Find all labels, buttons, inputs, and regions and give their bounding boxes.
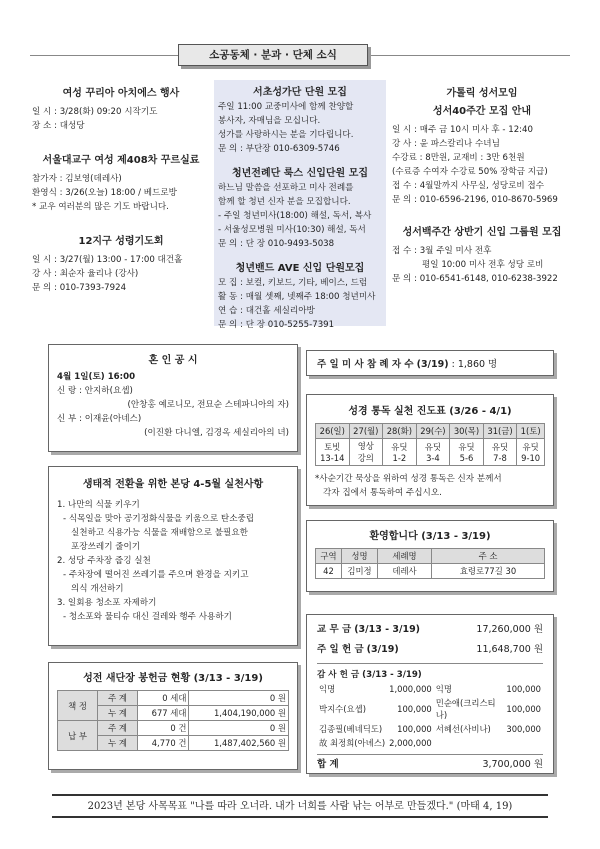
table-row [317,682,543,696]
finance-label: 교 무 금 [317,624,352,635]
welcome-table [315,548,545,579]
table-cell: 데레사 [378,564,432,579]
table-cell: 4,770 건 [138,736,189,751]
table-header-row [316,424,545,439]
reading-book: 유딧 [522,442,539,452]
text-line: 문 의 : 부단장 010-6309-5746 [218,144,340,154]
table-cell: 누 계 [98,706,138,721]
wedding-title: 혼 인 공 시 [148,355,198,366]
donor-amount [504,736,543,750]
finance-value: 17,260,000 원 [476,624,543,635]
table-row [58,721,289,736]
groom: 신 랑 : 안지하(요셉) [57,386,133,396]
table-cell: 1,487,402,560 원 [189,736,289,751]
finance-period: (3/19) [366,644,399,655]
table-cell: 31(금) [483,424,517,439]
text-line: * 교우 여러분의 많은 기도 바랍니다. [32,202,169,212]
section-title: 서울대교구 여성 제408차 꾸르실료 [42,155,200,166]
text-line: 환영식 : 3/26(오늘) 18:00 / 베드로방 [32,188,177,198]
bible-reading-box [306,394,554,506]
bride-parents: (이진환 다니엘, 김경옥 세실리아의 녀) [144,428,289,438]
table-cell: 27(월) [349,424,383,439]
text-line: - 주차장에 떨어진 쓰레기를 주으며 환경을 지키고 [63,570,249,580]
donor-name: 故 최정희(아녜스) [319,738,386,748]
table-header-row [316,549,545,564]
text-line: 문 의 : 010-6541-6148, 010-6238-3922 [392,274,558,284]
eco-box [48,466,298,646]
text-line: 활 동 : 매월 셋째, 넷째주 18:00 청년미사 [218,292,376,302]
reading-chapter: 13-14 [320,453,345,463]
table-cell: 김미정 [342,564,378,579]
text-line: 성가를 사랑하시는 분을 기다립니다. [218,130,354,140]
text-line: 연 습 : 대건홀 세실리아방 [218,306,315,316]
section-title: 서초성가단 단원 모집 [253,87,347,98]
donor-name: 서혜선(사비나) [435,724,491,734]
total-label: 합 계 [317,759,339,770]
donor-amount: 100,000 [397,704,432,714]
table-cell: 30(목) [450,424,484,439]
table-cell: 누 계 [98,736,138,751]
text-line: 접 수 : 4월말까지 사무실, 성당로비 접수 [392,181,545,191]
reading-book: 유딧 [424,442,441,452]
table-cell: 1,404,190,000 원 [189,706,289,721]
table-cell: 29(수) [416,424,450,439]
text-line: 모 집 : 보컬, 키보드, 기타, 베이스, 드럼 [218,278,368,288]
reading-book: 유딧 [491,442,509,452]
text-line: 포장쓰레기 줄이기 [71,542,141,552]
table-cell: 28(화) [383,424,417,439]
text-line: 봉사자, 자매님을 모십니다. [218,116,321,126]
table-row [58,691,289,706]
finance-total [317,754,543,772]
attendance-label: 주 일 미 사 참 례 자 수 [317,359,414,370]
donor-amount: 100,000 [397,724,432,734]
reading-book: 유딧 [458,442,475,452]
table-cell: 주 계 [98,721,138,736]
wedding-notice [48,344,298,452]
building-fund-box [48,662,298,770]
building-fund-table [57,690,289,751]
building-fund-title: 성전 새단장 봉헌금 현황 (3/13 - 3/19) [83,673,263,684]
text-line: 함께 할 청년 신자 분을 모집합니다. [218,197,351,207]
text-line: 수강료 : 8만원, 교재비 : 3만 6천원 [392,153,525,163]
text-line: 접 수 : 3월 주일 미사 전후 [392,246,492,256]
text-line: - 식목일을 맞아 공기정화식물을 키움으로 탄소중립 [63,514,255,524]
text-line: 일 시 : 매주 금 10시 미사 후 - 12:40 [392,125,533,135]
table-cell: 677 세대 [138,706,189,721]
section-title: 청년전례단 룩스 신입단원 모집 [231,168,369,179]
attendance-period: (3/19) [416,359,449,370]
finance-value: 11,648,700 원 [476,644,543,655]
welcome-title: 환영합니다 (3/13 - 3/19) [369,531,491,542]
donor-name: 익명 [435,684,452,694]
page-title: 소공동체 · 분과 · 단체 소식 [178,44,368,66]
text-line: 문 의 : 010-7393-7924 [32,283,127,293]
donor-name: 민순애(크리스티나) [435,698,496,720]
text-line: 의식 개선하기 [71,584,124,594]
section-title: 가톨릭 성서모임 [446,88,518,99]
text-line: (수료증 수여자 수강료 50% 장학금 지급) [392,167,548,177]
donor-amount: 2,000,000 [389,738,432,748]
finance-box [306,614,554,774]
text-line: 실천하고 식용가능 식물을 재배함으로 불필요한 [71,528,248,538]
column-right [392,84,572,286]
reading-chapter: 3-4 [426,453,440,463]
section-subtitle: 성서40주간 모집 안내 [432,106,532,117]
text-line: 하느님 말씀을 선포하고 미사 전례를 [218,183,354,193]
table-cell: 책 정 [58,691,98,721]
text-line: - 청소포와 물티슈 대신 걸레와 행주 사용하기 [63,612,232,622]
reading-chapter: 강의 [357,453,374,463]
bible-table [315,423,545,466]
donor-name: 김종필(베네딕도) [319,724,383,734]
section-title: 성서백주간 상반기 신입 그룹원 모집 [402,227,562,238]
reading-book: 유딧 [391,442,408,452]
reading-chapter: 1-2 [392,453,407,463]
table-cell: 세례명 [378,549,432,564]
donor-name: 박지수(요셉) [319,704,366,714]
text-line: 평일 10:00 미사 전후 성당 로비 [422,260,544,270]
table-row [316,439,545,466]
footer-motto: 2023년 본당 사목목표 "나를 따라 오너라. 내가 너희를 사람 낚는 어부로 만들겠다." (마태 4, 19) [52,794,548,818]
eco-title: 생태적 전환을 위한 본당 4-5월 실천사항 [82,479,264,490]
total-value: 3,700,000 원 [482,759,543,770]
thanks-table [317,682,543,750]
text-line: 문 의 : 단 장 010-9493-5038 [218,239,335,249]
finance-line [317,643,543,657]
table-cell: 성명 [342,549,378,564]
table-cell: 26(일) [316,424,350,439]
finance-period: (3/13 - 3/19) [354,624,421,635]
table-row [317,696,543,722]
welcome-box [306,520,554,592]
finance-label: 주 일 헌 금 [317,644,364,655]
wedding-date: 4월 1일(토) 16:00 [57,372,136,382]
table-row [317,722,543,736]
table-row [316,564,545,579]
table-cell: 납 부 [58,721,98,751]
bible-note: *사순기간 묵상을 위하여 성경 통독은 신자 분께서 [315,474,502,484]
finance-line [317,623,543,637]
thanks-title: 감 사 헌 금 (3/13 - 3/19) [317,670,422,680]
donor-amount: 300,000 [506,724,541,734]
table-cell: 0 원 [189,721,289,736]
table-cell: 효령로77길 30 [432,564,545,579]
table-cell: 1(토) [517,424,545,439]
text-line: - 서울성모병원 미사(10:30) 해설, 독서 [218,225,366,235]
table-cell: 0 세대 [138,691,189,706]
section-title: 12지구 성령기도회 [78,236,164,247]
reading-chapter: 9-10 [521,453,541,463]
column-middle [214,80,386,330]
text-line: 장 소 : 대성당 [32,121,85,131]
text-line: 문 의 : 단 장 010-5255-7391 [218,320,335,330]
table-row [317,736,543,750]
attendance-box [306,350,554,376]
donor-amount: 100,000 [506,704,541,714]
text-line: - 주일 청년미사(18:00) 해설, 독서, 복사 [218,211,372,221]
reading-chapter: 5-6 [459,453,474,463]
bible-note: 각자 집에서 통독하여 주십시오. [323,488,442,498]
bible-title: 성경 통독 실천 진도표 (3/26 - 4/1) [348,406,512,417]
text-line: 강 사 : 최순자 율리나 (강사) [32,269,139,279]
table-cell: 42 [316,564,342,579]
table-cell: 주 계 [98,691,138,706]
donor-amount: 100,000 [506,684,541,694]
donor-name [434,736,505,750]
text-line: 1. 나만의 식물 키우기 [57,500,140,510]
text-line: 일 시 : 3/28(화) 09:20 시작기도 [32,107,158,117]
table-cell: 구역 [316,549,342,564]
text-line: 3. 일회용 청소포 자제하기 [57,598,157,608]
section-title: 청년밴드 AVE 신입 단원모집 [235,263,365,274]
table-cell: 0 원 [189,691,289,706]
text-line: 참가자 : 김보영(데레사) [32,174,122,184]
table-cell: 주 소 [432,549,545,564]
groom-parents: (안창홍 예로니모, 전묘순 스테파니아의 자) [127,400,289,410]
text-line: 일 시 : 3/27(월) 13:00 - 17:00 대건홀 [32,255,183,265]
donor-amount: 1,000,000 [389,684,432,694]
text-line: 강 사 : 윤 파스칼리나 수녀님 [392,139,500,149]
reading-book: 토빗 [324,442,341,452]
reading-chapter: 7-8 [493,453,507,463]
donor-name: 익명 [319,684,336,694]
reading-book: 영상 [357,441,374,451]
column-left [32,84,210,295]
table-cell: 0 건 [138,721,189,736]
text-line: 2. 성당 주차장 줍깅 실천 [57,556,151,566]
text-line: 문 의 : 010-6596-2196, 010-8670-5969 [392,195,558,205]
section-title: 여성 꾸리아 아치에스 행사 [62,88,180,99]
bride: 신 부 : 이재윤(아네스) [57,414,142,424]
attendance-value: : 1,860 명 [451,359,498,370]
text-line: 주일 11:00 교중미사에 함께 찬양할 [218,102,354,112]
